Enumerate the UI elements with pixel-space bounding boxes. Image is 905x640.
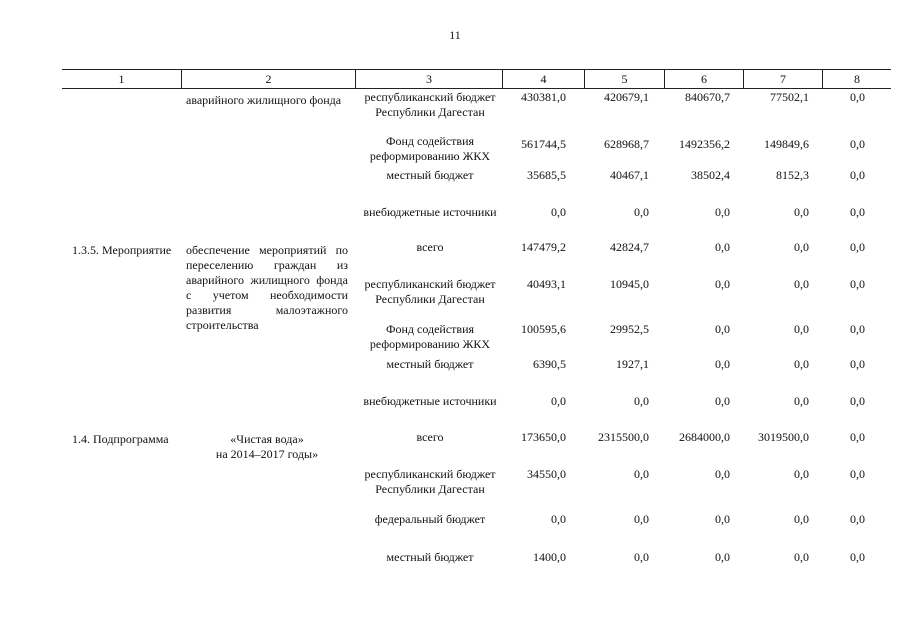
funding-value-col-5: 40467,1: [610, 168, 649, 182]
header-col-1: 1: [118, 72, 125, 86]
funding-value-col-7: 0,0: [794, 322, 809, 336]
funding-value-col-5: 628968,7: [604, 137, 649, 151]
funding-value-col-4: 6390,5: [533, 357, 566, 371]
funding-value-col-5: 420679,1: [604, 90, 649, 104]
funding-value-col-5: 0,0: [634, 394, 649, 408]
funding-value-col-6: 0,0: [715, 357, 730, 371]
subprogram-title-line1: «Чистая вода»: [230, 432, 304, 446]
funding-value-col-6: 0,0: [715, 322, 730, 336]
header-bottom-rule: [62, 88, 891, 89]
funding-value-col-8: 0,0: [850, 90, 865, 104]
funding-value-col-7: 0,0: [794, 205, 809, 219]
funding-value-col-8: 0,0: [850, 137, 865, 151]
funding-value-col-7: 0,0: [794, 240, 809, 254]
funding-value-col-7: 3019500,0: [758, 430, 809, 444]
funding-value-col-5: 2315500,0: [598, 430, 649, 444]
funding-value-col-5: 42824,7: [610, 240, 649, 254]
funding-value-col-6: 840670,7: [685, 90, 730, 104]
header-col-2: 2: [265, 72, 272, 86]
page-number: 11: [449, 28, 461, 42]
subprogram-title-line2: на 2014–2017 годы»: [215, 447, 319, 461]
funding-value-col-7: 149849,6: [764, 137, 809, 151]
funding-value-col-7: 77502,1: [770, 90, 809, 104]
funding-value-col-7: 0,0: [794, 467, 809, 481]
funding-value-col-7: 0,0: [794, 550, 809, 564]
funding-value-col-8: 0,0: [850, 322, 865, 336]
funding-value-col-7: 0,0: [794, 277, 809, 291]
continued-description: аварийного жилищного фонда: [186, 93, 342, 107]
funding-value-col-8: 0,0: [850, 430, 865, 444]
funding-value-col-7: 0,0: [794, 394, 809, 408]
funding-value-col-4: 561744,5: [521, 137, 566, 151]
funding-value-col-6: 0,0: [715, 240, 730, 254]
header-col-4: 4: [540, 72, 547, 86]
funding-value-col-5: 10945,0: [610, 277, 649, 291]
funding-value-col-8: 0,0: [850, 394, 865, 408]
funding-source-label: всего: [416, 430, 444, 444]
funding-value-col-5: 0,0: [634, 550, 649, 564]
funding-value-col-4: 34550,0: [527, 467, 566, 481]
header-col-5: 5: [621, 72, 628, 86]
subprogram-code: 1.4. Подпрограмма: [72, 432, 169, 446]
funding-value-col-4: 35685,5: [527, 168, 566, 182]
header-col-6: 6: [701, 72, 707, 86]
funding-value-col-6: 38502,4: [691, 168, 730, 182]
funding-source-label: всего: [416, 240, 444, 254]
header-col-8: 8: [854, 72, 860, 86]
header-col-7: 7: [780, 72, 786, 86]
funding-value-col-6: 2684000,0: [679, 430, 730, 444]
funding-value-col-4: 0,0: [551, 394, 566, 408]
funding-source-label: Фонд содействия реформированию ЖКХ: [369, 322, 491, 351]
funding-source-label: местный бюджет: [386, 550, 474, 564]
funding-value-col-4: 173650,0: [521, 430, 566, 444]
funding-source-label: внебюджетные источники: [363, 205, 497, 219]
header-col-3: 3: [426, 72, 432, 86]
funding-value-col-6: 0,0: [715, 394, 730, 408]
measure-description: обеспечение мероприятий по переселению граждан из аварийного жилищного фонда с учетом необходимости развития малоэтажного строительства: [186, 243, 348, 332]
funding-value-col-4: 147479,2: [521, 240, 566, 254]
funding-value-col-5: 29952,5: [610, 322, 649, 336]
funding-value-col-4: 430381,0: [521, 90, 566, 104]
funding-value-col-5: 0,0: [634, 467, 649, 481]
funding-source-label: местный бюджет: [386, 168, 474, 182]
funding-value-col-6: 0,0: [715, 467, 730, 481]
funding-value-col-6: 0,0: [715, 550, 730, 564]
funding-value-col-4: 40493,1: [527, 277, 566, 291]
funding-value-col-5: 1927,1: [616, 357, 649, 371]
funding-value-col-4: 100595,6: [521, 322, 566, 336]
funding-value-col-6: 0,0: [715, 277, 730, 291]
funding-value-col-8: 0,0: [850, 240, 865, 254]
funding-value-col-8: 0,0: [850, 467, 865, 481]
funding-value-col-8: 0,0: [850, 277, 865, 291]
funding-value-col-8: 0,0: [850, 357, 865, 371]
funding-value-col-8: 0,0: [850, 550, 865, 564]
funding-value-col-5: 0,0: [634, 512, 649, 526]
funding-source-label: местный бюджет: [386, 357, 474, 371]
funding-value-col-8: 0,0: [850, 168, 865, 182]
funding-value-col-7: 0,0: [794, 357, 809, 371]
funding-value-col-5: 0,0: [634, 205, 649, 219]
funding-value-col-6: 0,0: [715, 512, 730, 526]
funding-value-col-6: 1492356,2: [679, 137, 730, 151]
funding-source-label: Фонд содействия реформированию ЖКХ: [369, 134, 491, 163]
funding-source-label: республиканский бюджет Республики Дагестан: [364, 277, 496, 306]
header-top-rule: [62, 69, 891, 70]
funding-value-col-7: 0,0: [794, 512, 809, 526]
funding-value-col-8: 0,0: [850, 205, 865, 219]
measure-code: 1.3.5. Мероприятие: [72, 243, 172, 257]
funding-value-col-8: 0,0: [850, 512, 865, 526]
funding-source-label: республиканский бюджет Республики Дагестан: [364, 467, 496, 496]
funding-value-col-7: 8152,3: [776, 168, 809, 182]
funding-value-col-6: 0,0: [715, 205, 730, 219]
funding-source-label: внебюджетные источники: [363, 394, 497, 408]
funding-source-label: федеральный бюджет: [374, 512, 486, 526]
funding-value-col-4: 0,0: [551, 512, 566, 526]
funding-value-col-4: 0,0: [551, 205, 566, 219]
funding-source-label: республиканский бюджет Республики Дагестан: [364, 90, 496, 119]
funding-value-col-4: 1400,0: [533, 550, 566, 564]
